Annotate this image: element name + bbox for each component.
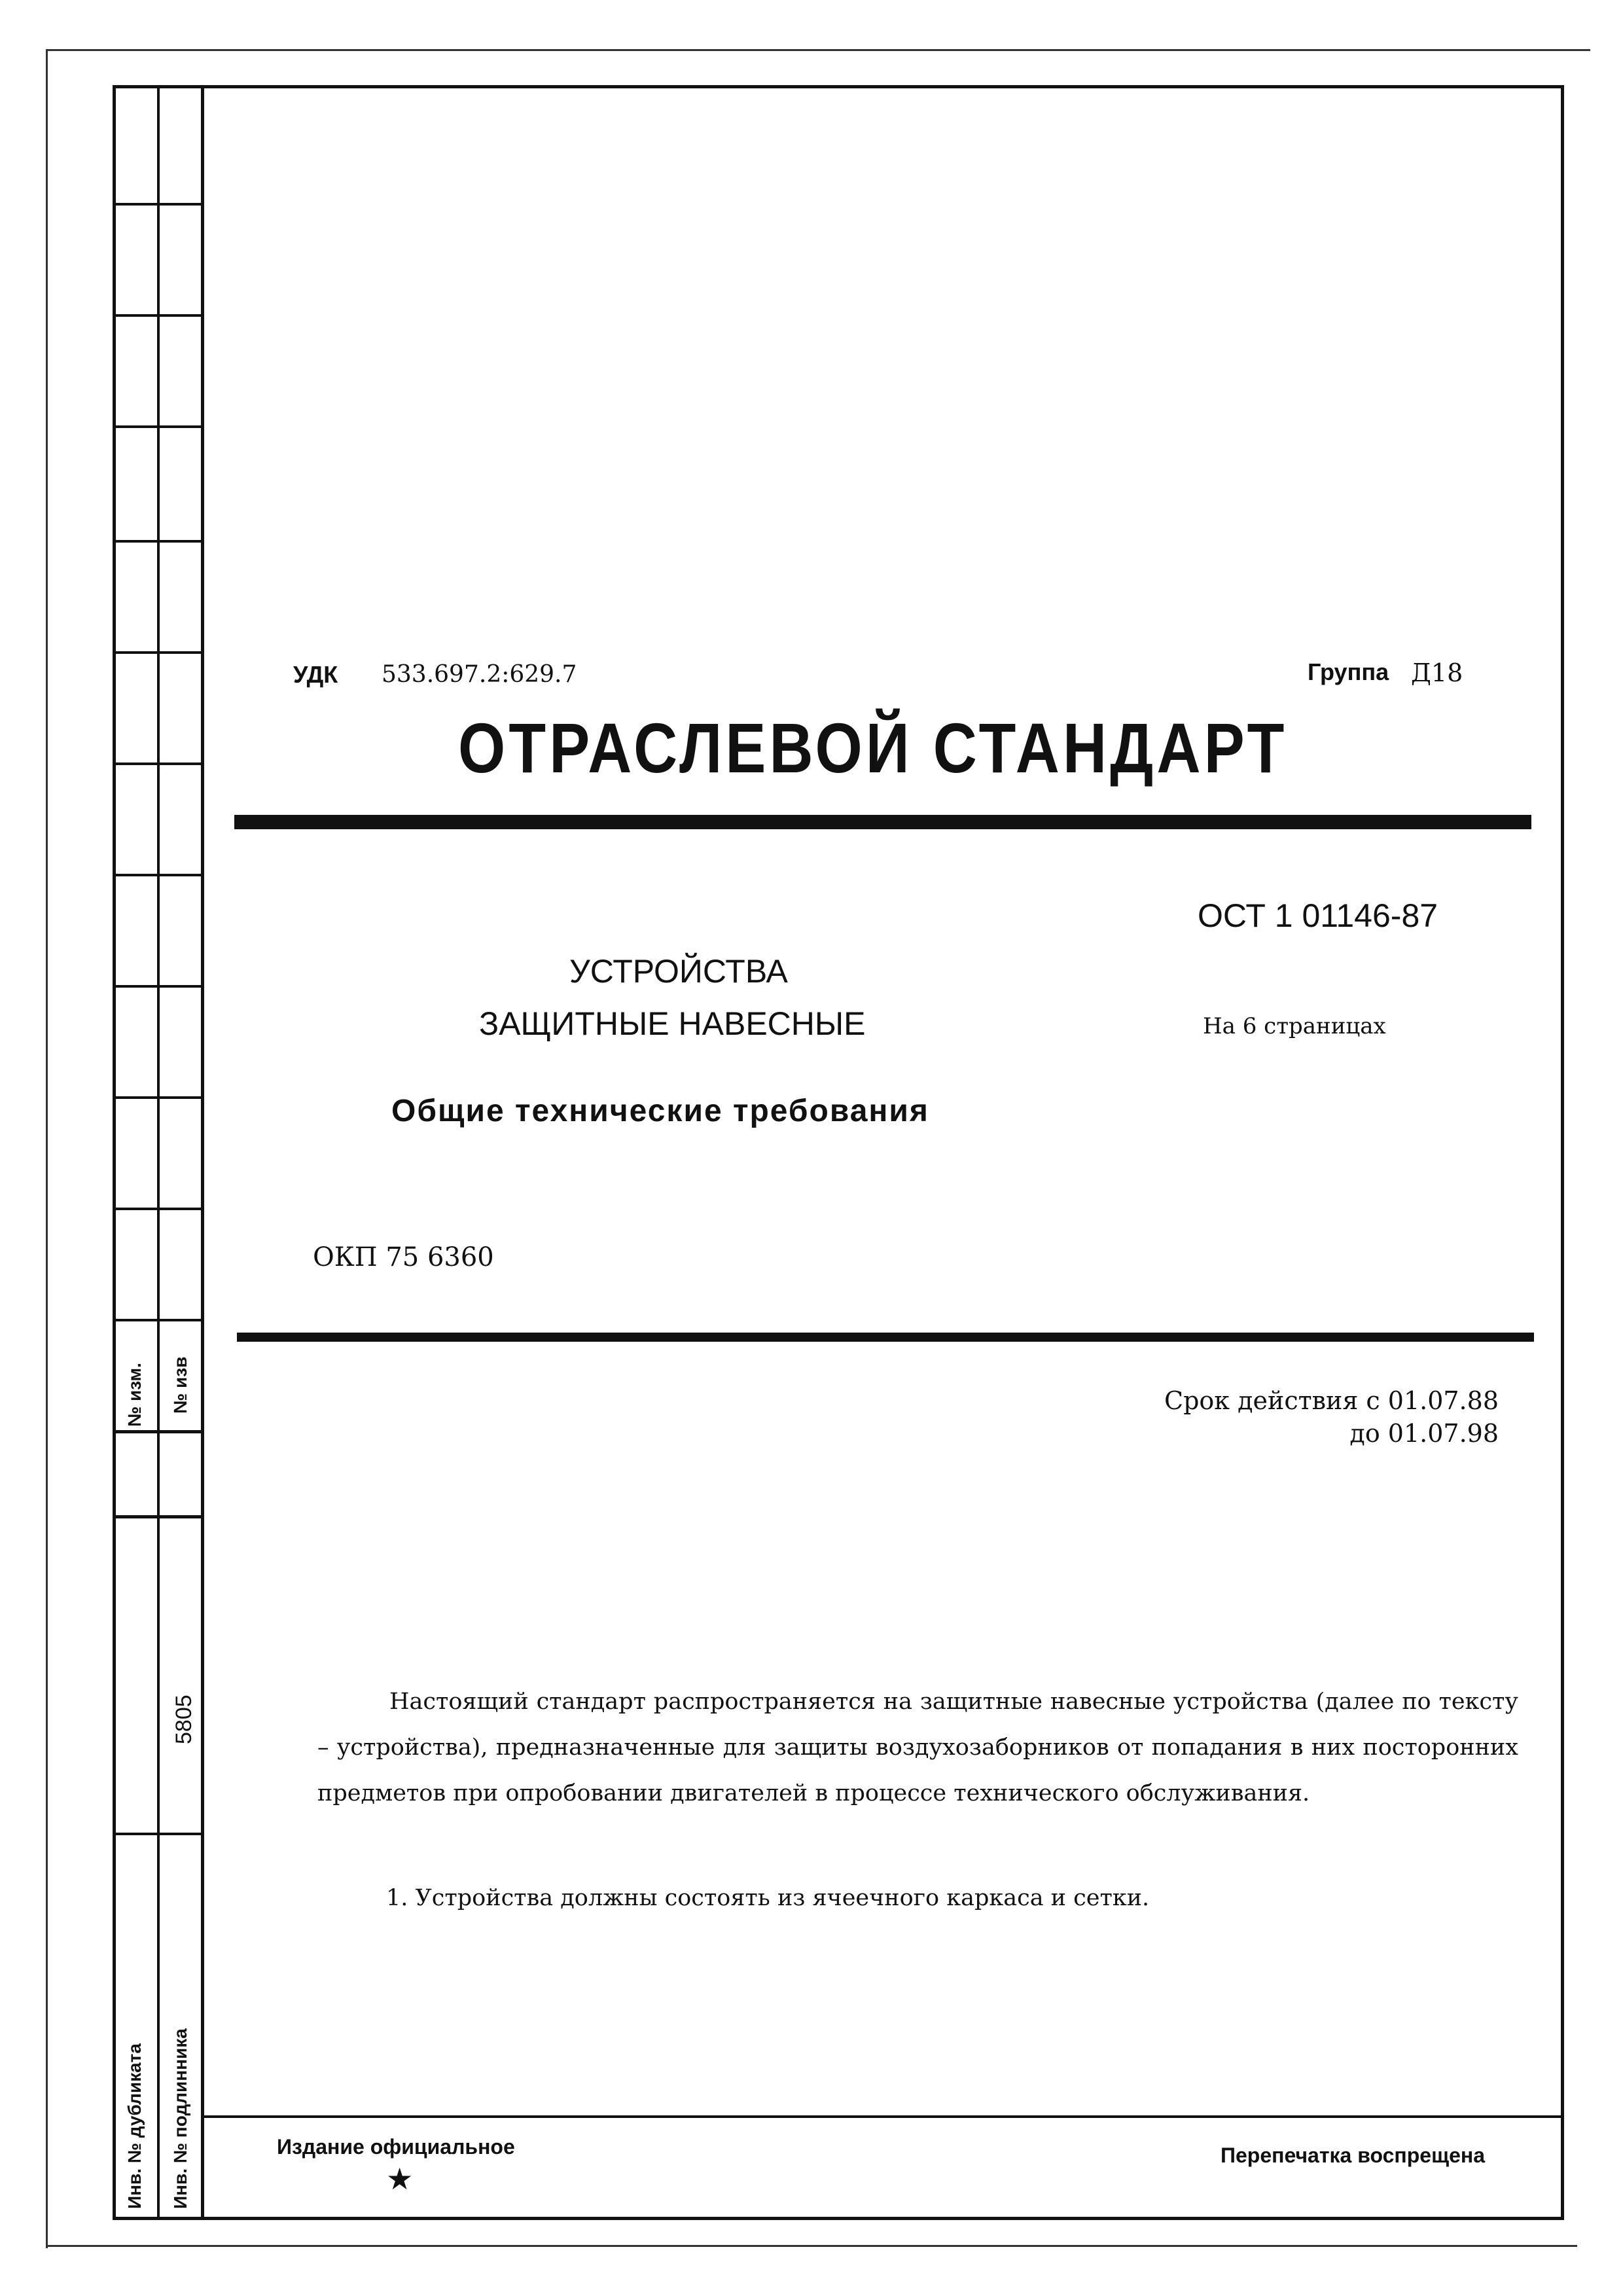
reprint-prohibited-label: Перепечатка воспрещена: [1221, 2144, 1485, 2167]
udk-label: УДК: [293, 661, 338, 688]
change-number-label: № изм.: [124, 1363, 145, 1427]
title-divider: [234, 815, 1531, 829]
udk-value: 533.697.2:629.7: [382, 661, 577, 688]
duplicate-inventory-label: Инв. № дубликата: [124, 2043, 145, 2209]
subject-line-2: ЗАЩИТНЫЕ НАВЕСНЫЕ: [479, 1005, 866, 1042]
subject-line-1: УСТРОЙСТВА: [569, 953, 788, 990]
star-icon: ★: [386, 2161, 414, 2197]
section-divider: [237, 1333, 1534, 1342]
document-title: ОТРАСЛЕВОЙ СТАНДАРТ: [458, 708, 1288, 787]
standard-number: ОСТ 1 01146-87: [1198, 897, 1438, 934]
side-cell-rule: [113, 762, 204, 765]
side-cell-rule: [113, 1208, 204, 1210]
page-count: На 6 страницах: [1203, 1013, 1386, 1039]
official-edition-label: Издание официальное: [277, 2135, 515, 2159]
side-cell-rule: [113, 985, 204, 988]
validity-to: до 01.07.98: [1349, 1419, 1499, 1448]
side-cell-rule: [113, 314, 204, 317]
intro-paragraph: Настоящий стандарт распространяется на защитные навесные устройства (далее по тексту – устройства), предназначенные для защиты воздухозаборников от попадания в них посторонних предметов при опробовании двигателей в процессе технического обслуживания.: [317, 1689, 1518, 1806]
okp-code: ОКП 75 6360: [313, 1242, 494, 1272]
side-cell-rule: [113, 1430, 204, 1433]
trim-line-left: [46, 49, 48, 2248]
side-cell-rule: [113, 651, 204, 654]
group-value: Д18: [1411, 658, 1463, 687]
side-strip-divider: [157, 85, 160, 2220]
side-cell-rule: [113, 425, 204, 428]
document-subtitle: Общие технические требования: [391, 1094, 929, 1128]
notice-number-label: № изв: [170, 1356, 190, 1414]
side-cell-rule: [113, 1096, 204, 1099]
clause-1: 1. Устройства должны состоять из ячеечного каркаса и сетки.: [386, 1885, 1150, 1911]
side-cell-rule: [113, 540, 204, 543]
validity-period: [995, 1384, 1499, 1450]
validity-from: Срок действия с 01.07.88: [1164, 1386, 1499, 1415]
footer-divider: [204, 2115, 1564, 2118]
side-cell-rule: [113, 1833, 204, 1835]
side-cell-rule: [113, 203, 204, 206]
original-inventory-value: 5805: [171, 1695, 196, 1744]
trim-line-bottom: [46, 2245, 1577, 2247]
side-cell-rule: [113, 1515, 204, 1518]
group-label: Группа: [1308, 658, 1389, 685]
body-text: [317, 1679, 1518, 1816]
side-cell-rule: [113, 1319, 204, 1321]
side-cell-rule: [113, 874, 204, 876]
original-inventory-label: Инв. № подлинника: [170, 2028, 190, 2209]
trim-line-top: [46, 49, 1590, 51]
